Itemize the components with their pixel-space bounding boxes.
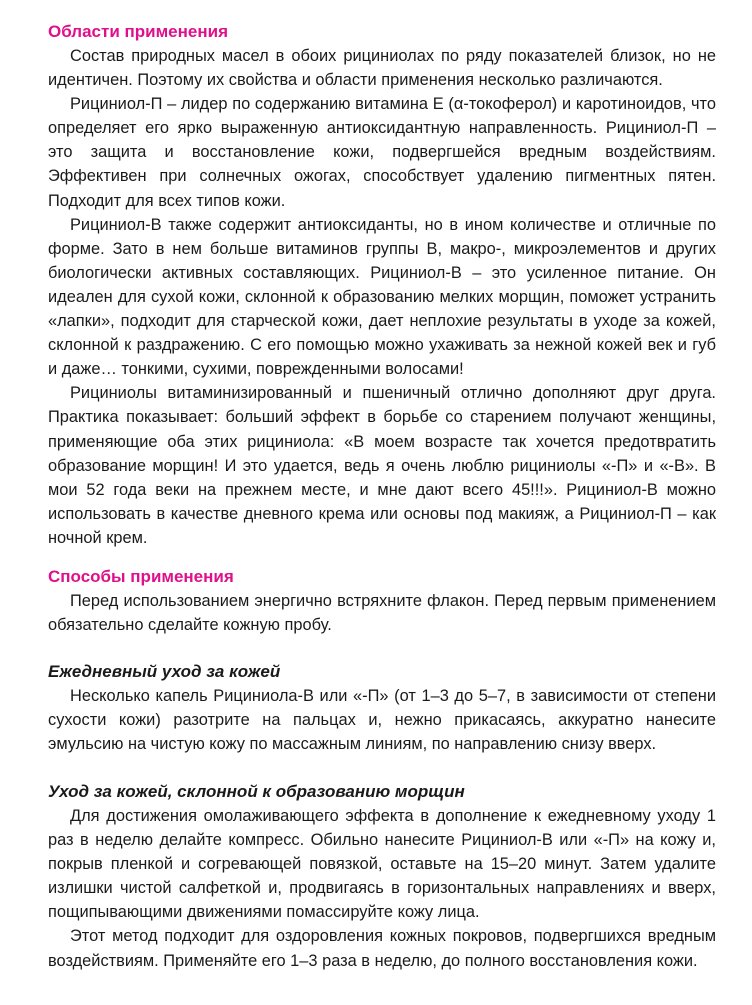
paragraph: Для достижения омолаживающего эффекта в дополнение к ежедневному уходу 1 раз в неделю делайте компресс. Обильно нанесите Рициниол-В или «-П» на кожу и, покрыв пленкой и согревающей повязкой, оставьте на 15–20 минут. Затем удалите излишки чистой салфеткой и, продвигаясь в горизонтальных направлениях и вверх, пощипывающими движениями помассируйте кожу лица. <box>48 807 716 922</box>
section-methods <box>48 565 716 637</box>
section-daily <box>48 660 716 756</box>
paragraph: Рициниол-В также содержит антиоксиданты, но в ином количестве и отличные по форме. Зато в нем больше витаминов группы В, макро-, микроэлементов и других биологически активных составляющих. Рициниол-В – это усиленное питание. Он идеален для сухой кожи, склонной к образованию мелких морщин, поможет устранить «лапки», подходит для старческой кожи, дает неплохие результаты в уходе за кожей, склонной к раздражению. С его помощью можно ухаживать за нежной кожей век и губ и даже… тонкими, сухими, поврежденными волосами! <box>48 215 716 379</box>
subsection-heading: Уход за кожей, склонной к образованию морщин <box>48 782 465 801</box>
paragraph: Рициниол-П – лидер по содержанию витамина Е (α-токоферол) и каротиноидов, что определяет его ярко выраженную антиоксидантную направленность. Рициниол-П – это защита и восстановление кожи, подвергшейся вредным воздействиям. Эффективен при солнечных ожогах, способствует удалению пигментных пятен. Подходит для всех типов кожи. <box>48 95 716 210</box>
section-areas <box>48 20 716 550</box>
section-heading: Области применения <box>48 22 229 41</box>
section-wrinkles <box>48 780 716 973</box>
subsection-heading: Ежедневный уход за кожей <box>48 662 281 681</box>
paragraph: Этот метод подходит для оздоровления кожных покровов, подвергшихся вредным воздействиям. Применяйте его 1–3 раза в неделю, до полного восстановления кожи. <box>48 927 716 970</box>
section-heading: Способы применения <box>48 567 234 586</box>
paragraph: Рициниолы витаминизированный и пшеничный отлично дополняют друг друга. Практика показывает: больший эффект в борьбе со старением получают женщины, применяющие оба этих рициниола: «В моем возрасте так хочется предотвратить образование морщин! И это удается, ведь я очень люблю рициниолы «-П» и «-В». В мои 52 года веки на прежнем месте, и мне дают всего 45!!!». Рициниол-В можно использовать в качестве дневного крема или основы под макияж, а Рициниол-П – как ночной крем. <box>48 384 716 547</box>
paragraph: Перед использованием энергично встряхните флакон. Перед первым применением обязательно сделайте кожную пробу. <box>48 592 716 635</box>
paragraph: Состав природных масел в обоих рициниолах по ряду показателей близок, но не идентичен. Поэтому их свойства и области применения несколько различаются. <box>48 47 716 90</box>
paragraph: Несколько капель Рициниола-В или «-П» (от 1–3 до 5–7, в зависимости от степени сухости кожи) разотрите на пальцах и, нежно прикасаясь, аккуратно нанесите эмульсию на чистую кожу по массажным линиям, по направлению снизу вверх. <box>48 687 716 754</box>
